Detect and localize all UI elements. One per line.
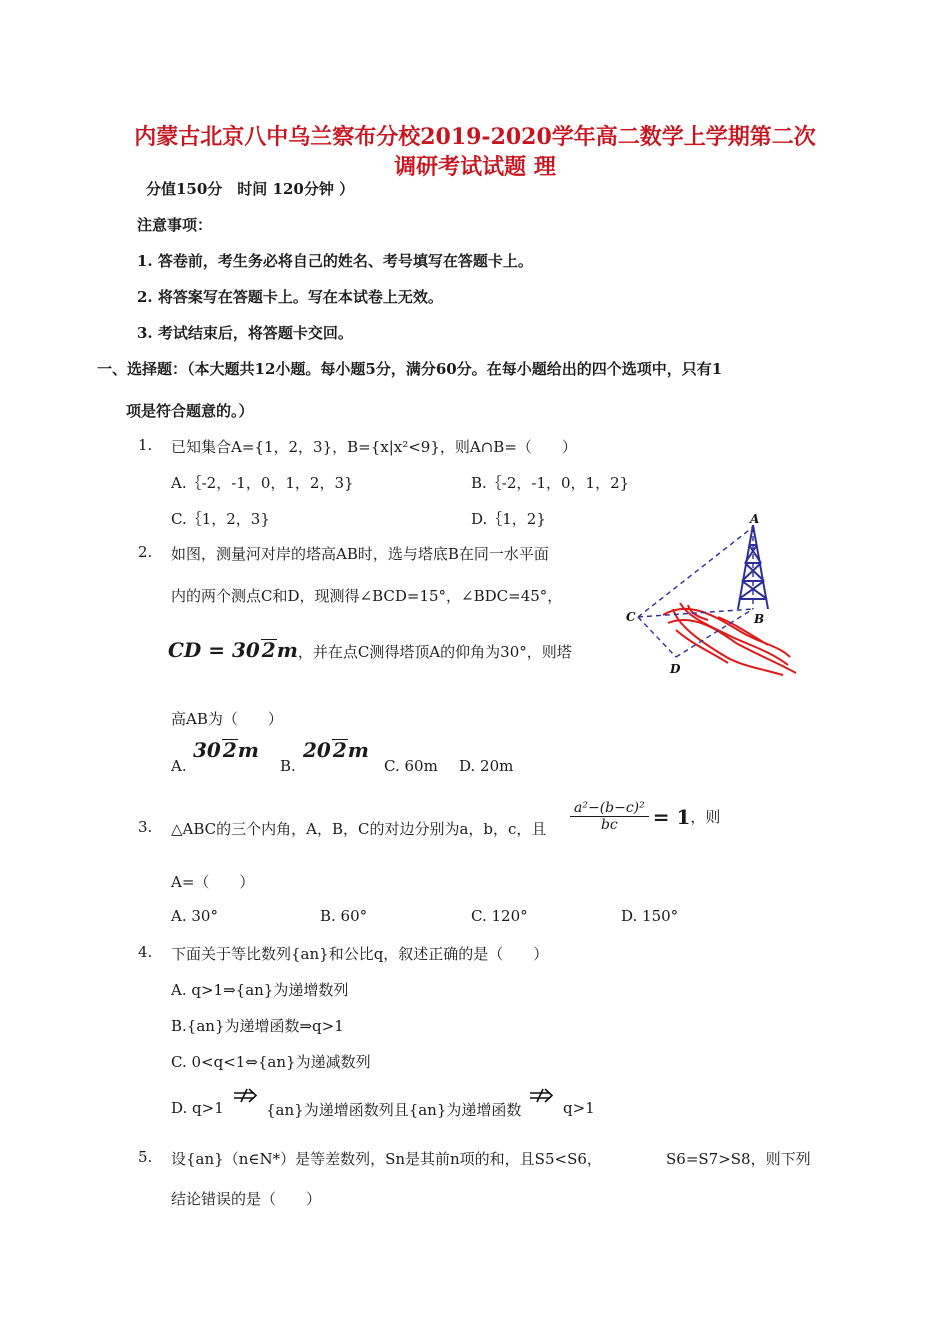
notice-item: 3. 考试结束后，将答题卡交回。 <box>137 324 353 342</box>
q1-option-d: D.｛1，2} <box>471 510 546 528</box>
q1-number: 1. <box>138 436 153 454</box>
q4-option-c: C. 0<q<1⇔{an}为递减数列 <box>171 1053 371 1071</box>
notice-heading: 注意事项： <box>137 216 213 234</box>
q3-number: 3. <box>138 818 153 836</box>
q3-option-b: B. 60° <box>320 907 368 925</box>
q2-cd-value: CD = 30 <box>168 638 260 662</box>
q2-option-d: D. 20m <box>459 757 514 775</box>
q1-option-b: B.｛-2，-1，0，1，2} <box>471 474 630 492</box>
q5-stem: 设{an}（n∈N*）是等差数列，Sn是其前n项的和，且S5<S6， <box>171 1150 602 1168</box>
q2-option-b-sqrt: 2 <box>332 738 347 762</box>
q2-option-b-unit: m <box>347 738 369 762</box>
q4-option-b: B.{an}为递增函数⇒q>1 <box>171 1017 344 1035</box>
q5-number: 5. <box>138 1148 153 1166</box>
q2-cd-formula <box>168 638 572 662</box>
q2-option-a-coef: 30 <box>193 738 221 762</box>
q2-option-b-label: B. <box>280 757 296 775</box>
notice-item: 2. 将答案写在答题卡上。写在本试卷上无效。 <box>137 288 443 306</box>
q1-option-c: C.｛1，2，3} <box>171 510 270 528</box>
section-heading-line1: 一、选择题：（本大题共12小题。每小题5分，满分60分。在每小题给出的四个选项中，只有1 <box>97 360 723 378</box>
q5-line2: 结论错误的是（ ） <box>171 1190 322 1208</box>
q2-line2: 内的两个测点C和D，现测得∠BCD=15°，∠BDC=45°， <box>171 587 563 605</box>
q3-fraction-denominator: bc <box>600 817 618 833</box>
page-title-line1: 内蒙古北京八中乌兰察布分校2019-2020学年高二数学上学期第二次 <box>134 124 816 150</box>
q3-fraction <box>570 800 649 833</box>
q4-option-d-part1: D. q>1 <box>171 1099 224 1117</box>
q3-tail: ，则 <box>690 808 721 826</box>
q2-number: 2. <box>138 543 153 561</box>
q3-formula <box>570 800 720 833</box>
page-title-line2: 调研考试试题 理 <box>394 154 556 180</box>
q3-equals-one: = 1 <box>652 804 691 829</box>
section-heading-line2: 项是符合题意的。） <box>126 402 254 420</box>
q4-option-d-part3: q>1 <box>563 1099 595 1117</box>
exam-meta: 分值150分 时间 120分钟 ） <box>146 180 355 198</box>
q2-option-c: C. 60m <box>384 757 438 775</box>
q4-number: 4. <box>138 943 153 961</box>
q3-option-c: C. 120° <box>471 907 528 925</box>
q1-option-a: A.｛-2，-1，0，1，2，3} <box>171 474 354 492</box>
q2-option-a-unit: m <box>237 738 259 762</box>
q2-cd-sqrt: 2 <box>261 638 276 662</box>
point-label-d: D <box>670 662 681 676</box>
not-implies-icon <box>528 1088 556 1104</box>
not-implies-icon <box>232 1088 260 1104</box>
q3-option-a: A. 30° <box>171 907 218 925</box>
point-label-c: C <box>626 610 636 624</box>
q2-option-b <box>303 738 369 762</box>
q2-option-a-sqrt: 2 <box>222 738 237 762</box>
q3-fraction-numerator: a²−(b−c)² <box>570 800 649 817</box>
q1-stem: 已知集合A={1，2，3}，B={x|x²<9}，则A∩B=（ ） <box>171 438 577 456</box>
q2-cd-unit: m <box>276 638 298 662</box>
q2-line1: 如图，测量河对岸的塔高AB时，选与塔底B在同一水平面 <box>171 545 549 563</box>
q3-option-d: D. 150° <box>621 907 679 925</box>
tower-figure <box>618 505 808 685</box>
q2-line3: ，并在点C测得塔顶A的仰角为30°，则塔 <box>297 643 572 661</box>
q4-option-d-part2: {an}为递增函数列且{an}为递增函数 <box>266 1101 522 1119</box>
q3-stem: △ABC的三个内角，A，B，C的对边分别为a，b，c，且 <box>171 820 547 838</box>
q4-stem: 下面关于等比数列{an}和公比q，叙述正确的是（ ） <box>171 945 549 963</box>
q2-option-b-coef: 20 <box>303 738 331 762</box>
q3-line2: A=（ ） <box>171 873 255 891</box>
q2-option-a <box>193 738 259 762</box>
q4-option-a: A. q>1⇒{an}为递增数列 <box>171 981 349 999</box>
point-label-b: B <box>754 612 765 626</box>
notice-item: 1. 答卷前，考生务必将自己的姓名、考号填写在答题卡上。 <box>137 252 533 270</box>
q5-stem-part2: S6=S7>S8，则下列 <box>666 1150 811 1168</box>
q2-line4: 高AB为（ ） <box>171 710 283 728</box>
q2-option-a-label: A. <box>171 757 187 775</box>
point-label-a: A <box>750 512 760 526</box>
